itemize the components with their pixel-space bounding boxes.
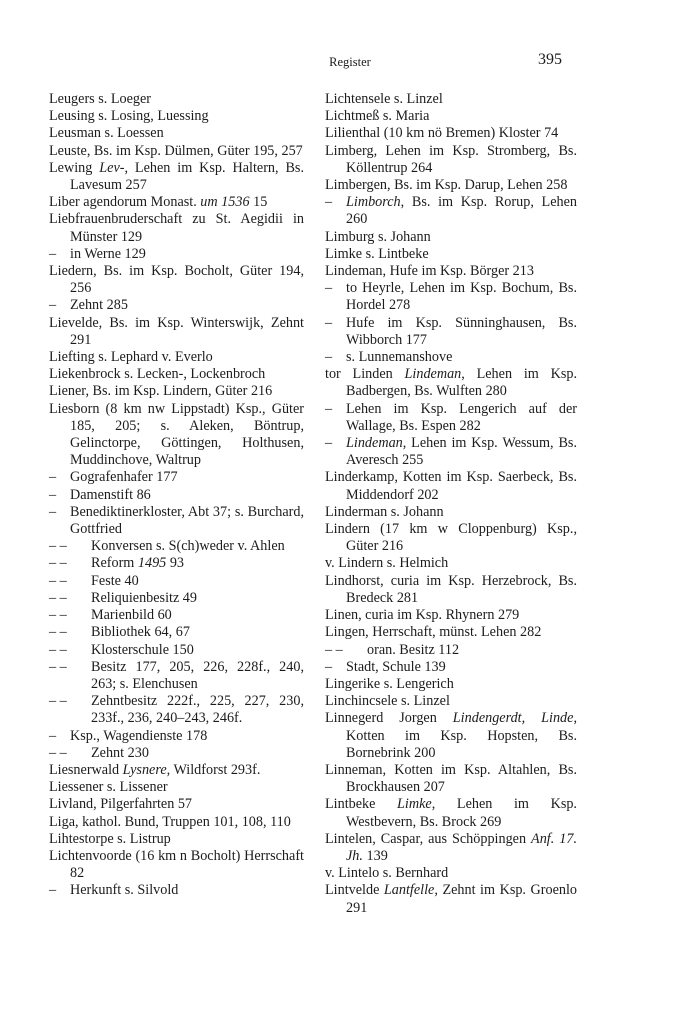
entry-text: Linderman s. Johann [325, 503, 444, 520]
entry-text: Limberg, Lehen im Ksp. Stromberg, Bs. Köllentrup 264 [325, 142, 577, 176]
entry-dash-marker: – [325, 280, 333, 297]
entry-dash-marker: – [325, 435, 333, 452]
index-entry [325, 831, 577, 865]
entry-text: Linneman, Kotten im Ksp. Altahlen, Bs. Brockhausen 207 [325, 761, 577, 796]
index-entry [325, 108, 577, 125]
entry-text: oran. Besitz 112 [367, 641, 460, 658]
index-entry [325, 315, 577, 349]
entry-dash-marker: – – [49, 624, 67, 641]
index-entry [325, 762, 577, 796]
index-entry [49, 469, 304, 486]
entry-text: Liga, kathol. Bund, Truppen 101, 108, 110 [49, 813, 291, 830]
index-entry [49, 160, 304, 194]
entry-text: v. Lintelo s. Bernhard [325, 865, 449, 882]
index-entry [49, 211, 304, 245]
entry-text: Zehnt 285 [70, 297, 128, 314]
entry-text: Lingerike s. Lengerich [325, 675, 454, 692]
index-entry [49, 366, 304, 383]
index-entry [325, 676, 577, 693]
entry-text: Liesnerwald Lysnere, Wildforst 293f. [49, 761, 261, 778]
entry-dash-marker: – – [49, 538, 67, 555]
entry-dash-marker: – [49, 469, 57, 486]
entry-dash-marker: – [49, 486, 57, 503]
entry-text: Lilienthal (10 km nö Bremen) Kloster 74 [325, 125, 559, 142]
index-entry [49, 642, 304, 659]
index-entry [49, 125, 304, 142]
entry-text: Liber agendorum Monast. um 1536 15 [49, 194, 268, 211]
entry-text: Ksp., Wagendienste 178 [70, 727, 208, 744]
entry-text: Lewing Lev-, Lehen im Ksp. Haltern, Bs. Lavesum 257 [49, 159, 304, 194]
index-entry [49, 108, 304, 125]
entry-text: Lievelde, Bs. im Ksp. Winterswijk, Zehnt 291 [49, 314, 304, 348]
entry-text: Damenstift 86 [70, 486, 151, 503]
entry-dash-marker: – [325, 349, 333, 366]
entry-dash-marker: – [49, 503, 57, 520]
index-entry [325, 882, 577, 916]
index-entry [49, 693, 304, 727]
index-entry [49, 263, 304, 297]
index-entry [49, 745, 304, 762]
entry-text: Linnegerd Jorgen Lindengerdt, Linde, Kotten im Ksp. Hopsten, Bs. Bornebrink 200 [325, 710, 577, 761]
entry-text: Benediktinerkloster, Abt 37; s. Burchard, Gottfried [70, 503, 304, 538]
entry-text: Leusing s. Losing, Luessing [49, 108, 209, 125]
index-entry [49, 246, 304, 263]
entry-text: Leugers s. Loeger [49, 91, 152, 107]
index-entry [49, 607, 304, 624]
index-entry [49, 848, 304, 882]
entry-text: Zehntbesitz 222f., 225, 227, 230, 233f., 236, 240–243, 246f. [91, 693, 304, 727]
entry-text: Liebfrauenbruderschaft zu St. Aegidii in Münster 129 [49, 211, 304, 245]
index-entry [325, 349, 577, 366]
entry-text: Liener, Bs. im Ksp. Lindern, Güter 216 [49, 383, 273, 400]
entry-text: Liefting s. Lephard v. Everlo [49, 349, 213, 366]
entry-text: Zehnt 230 [91, 744, 149, 761]
index-entry [325, 624, 577, 641]
entry-dash-marker: – [49, 297, 57, 314]
index-entry [325, 642, 577, 659]
entry-text: to Heyrle, Lehen im Ksp. Bochum, Bs. Hordel 278 [346, 280, 577, 314]
index-entry [49, 762, 304, 779]
index-entry [49, 538, 304, 555]
index-entry [325, 194, 577, 228]
index-entry [325, 143, 577, 177]
index-entry [325, 125, 577, 142]
index-entry [49, 882, 304, 899]
entry-text: Linchincsele s. Linzel [325, 693, 450, 710]
entry-text: Lichtensele s. Linzel [325, 91, 443, 107]
entry-text: Herkunft s. Silvold [70, 882, 179, 899]
entry-text: Limburg s. Johann [325, 228, 431, 245]
index-entry [49, 143, 304, 160]
entry-dash-marker: – – [49, 572, 67, 589]
index-entry [49, 349, 304, 366]
index-entry [325, 177, 577, 194]
entry-text: Reform 1495 93 [91, 555, 184, 572]
entry-text: Lindhorst, curia im Ksp. Herzebrock, Bs. Bredeck 281 [325, 572, 577, 606]
index-entry [325, 366, 577, 400]
index-entry [49, 779, 304, 796]
index-entry [49, 504, 304, 538]
entry-dash-marker: – [325, 314, 333, 331]
entry-dash-marker: – – [49, 693, 67, 710]
entry-text: Lingen, Herrschaft, münst. Lehen 282 [325, 624, 542, 641]
entry-text: Linen, curia im Ksp. Rhynern 279 [325, 607, 520, 624]
entry-text: Gografenhafer 177 [70, 469, 178, 486]
entry-dash-marker: – [325, 194, 333, 211]
index-entry [49, 315, 304, 349]
index-entry [325, 263, 577, 280]
entry-text: Lintvelde Lantfelle, Zehnt im Ksp. Groenlo 291 [325, 882, 577, 916]
index-entry [49, 831, 304, 848]
entry-text: Klosterschule 150 [91, 641, 194, 658]
entry-text: Lintbeke Limke, Lehen im Ksp. Westbevern, Bs. Brock 269 [325, 796, 577, 830]
index-entry [49, 573, 304, 590]
index-entry [49, 401, 304, 470]
index-entry [325, 710, 577, 762]
index-entry [49, 814, 304, 831]
index-entry [325, 280, 577, 314]
entry-text: Liesborn (8 km nw Lippstadt) Ksp., Güter 185, 205; s. Aleken, Böntrup, Gelinctorpe, Göttingen, Holthusen, Muddinchove, Waltrup [49, 400, 304, 469]
entry-text: Leusman s. Loessen [49, 125, 164, 142]
entry-text: Lindeman, Lehen im Ksp. Wessum, Bs. Averesch 255 [346, 435, 577, 469]
entry-dash-marker: – – [49, 744, 67, 761]
entry-text: in Werne 129 [70, 245, 146, 262]
index-column-right [325, 91, 577, 917]
index-entry [49, 659, 304, 693]
entry-dash-marker: – [49, 727, 57, 744]
index-entry [325, 521, 577, 555]
entry-text: Lichtenvoorde (16 km n Bocholt) Herrschaft 82 [49, 847, 304, 882]
index-entry [325, 91, 577, 108]
index-entry [49, 624, 304, 641]
entry-text: v. Lindern s. Helmich [325, 555, 449, 572]
entry-text: Liessener s. Lissener [49, 779, 168, 796]
index-entry [49, 297, 304, 314]
index-entry [325, 504, 577, 521]
index-column-left [49, 91, 304, 900]
index-entry [49, 91, 304, 108]
entry-text: Bibliothek 64, 67 [91, 624, 190, 641]
entry-text: Lindern (17 km w Cloppenburg) Ksp., Güter 216 [325, 521, 577, 555]
index-entry [325, 796, 577, 830]
entry-dash-marker: – – [325, 641, 343, 658]
entry-dash-marker: – [325, 658, 333, 675]
entry-dash-marker: – – [49, 658, 67, 675]
entry-text: Lindeman, Hufe im Ksp. Börger 213 [325, 263, 534, 280]
index-entry [49, 590, 304, 607]
index-entry [49, 383, 304, 400]
index-entry [49, 487, 304, 504]
index-entry [49, 796, 304, 813]
index-entry [325, 693, 577, 710]
index-entry [325, 555, 577, 572]
entry-text: Limbergen, Bs. im Ksp. Darup, Lehen 258 [325, 177, 568, 194]
entry-text: Lichtmeß s. Maria [325, 108, 430, 125]
entry-text: Limborch, Bs. im Ksp. Rorup, Lehen 260 [346, 194, 577, 228]
index-entry [325, 229, 577, 246]
index-entry [325, 659, 577, 676]
entry-text: Leuste, Bs. im Ksp. Dülmen, Güter 195, 257 [49, 142, 303, 159]
index-entry [49, 728, 304, 745]
entry-dash-marker: – [49, 245, 57, 262]
index-entry [325, 401, 577, 435]
entry-text: Marienbild 60 [91, 607, 172, 624]
entry-text: Feste 40 [91, 572, 139, 589]
entry-text: Liekenbrock s. Lecken-, Lockenbroch [49, 366, 266, 383]
entry-text: Livland, Pilgerfahrten 57 [49, 796, 193, 813]
entry-text: Lehen im Ksp. Lengerich auf der Wallage, Bs. Espen 282 [346, 400, 577, 434]
entry-dash-marker: – [49, 882, 57, 899]
entry-text: Besitz 177, 205, 226, 228f., 240, 263; s. Elenchusen [91, 658, 304, 692]
index-entry [325, 246, 577, 263]
entry-text: Lintelen, Caspar, aus Schöppingen Anf. 17. Jh. 139 [325, 830, 577, 864]
entry-dash-marker: – – [49, 641, 67, 658]
index-entry [49, 555, 304, 572]
entry-dash-marker: – – [49, 607, 67, 624]
entry-dash-marker: – – [49, 555, 67, 572]
index-entry [325, 469, 577, 503]
entry-dash-marker: – – [49, 589, 67, 606]
entry-text: Linderkamp, Kotten im Ksp. Saerbeck, Bs. Middendorf 202 [325, 469, 577, 503]
entry-text: Limke s. Lintbeke [325, 245, 429, 262]
entry-text: Konversen s. S(ch)weder v. Ahlen [91, 538, 285, 555]
entry-text: Reliquienbesitz 49 [91, 589, 197, 606]
entry-text: s. Lunnemanshove [346, 349, 453, 366]
entry-text: Stadt, Schule 139 [346, 658, 446, 675]
entry-text: tor Linden Lindeman, Lehen im Ksp. Badbergen, Bs. Wulften 280 [325, 366, 577, 400]
index-entry [49, 194, 304, 211]
index-entry [325, 865, 577, 882]
index-entry [325, 607, 577, 624]
entry-text: Liedern, Bs. im Ksp. Bocholt, Güter 194, 256 [49, 263, 304, 297]
entry-dash-marker: – [325, 400, 333, 417]
entry-text: Lihtestorpe s. Listrup [49, 830, 171, 847]
index-entry [325, 573, 577, 607]
entry-text: Hufe im Ksp. Sünninghausen, Bs. Wibborch 177 [346, 314, 577, 348]
page-number: 395 [538, 51, 562, 68]
index-entry [325, 435, 577, 469]
running-head: Register [329, 55, 371, 69]
